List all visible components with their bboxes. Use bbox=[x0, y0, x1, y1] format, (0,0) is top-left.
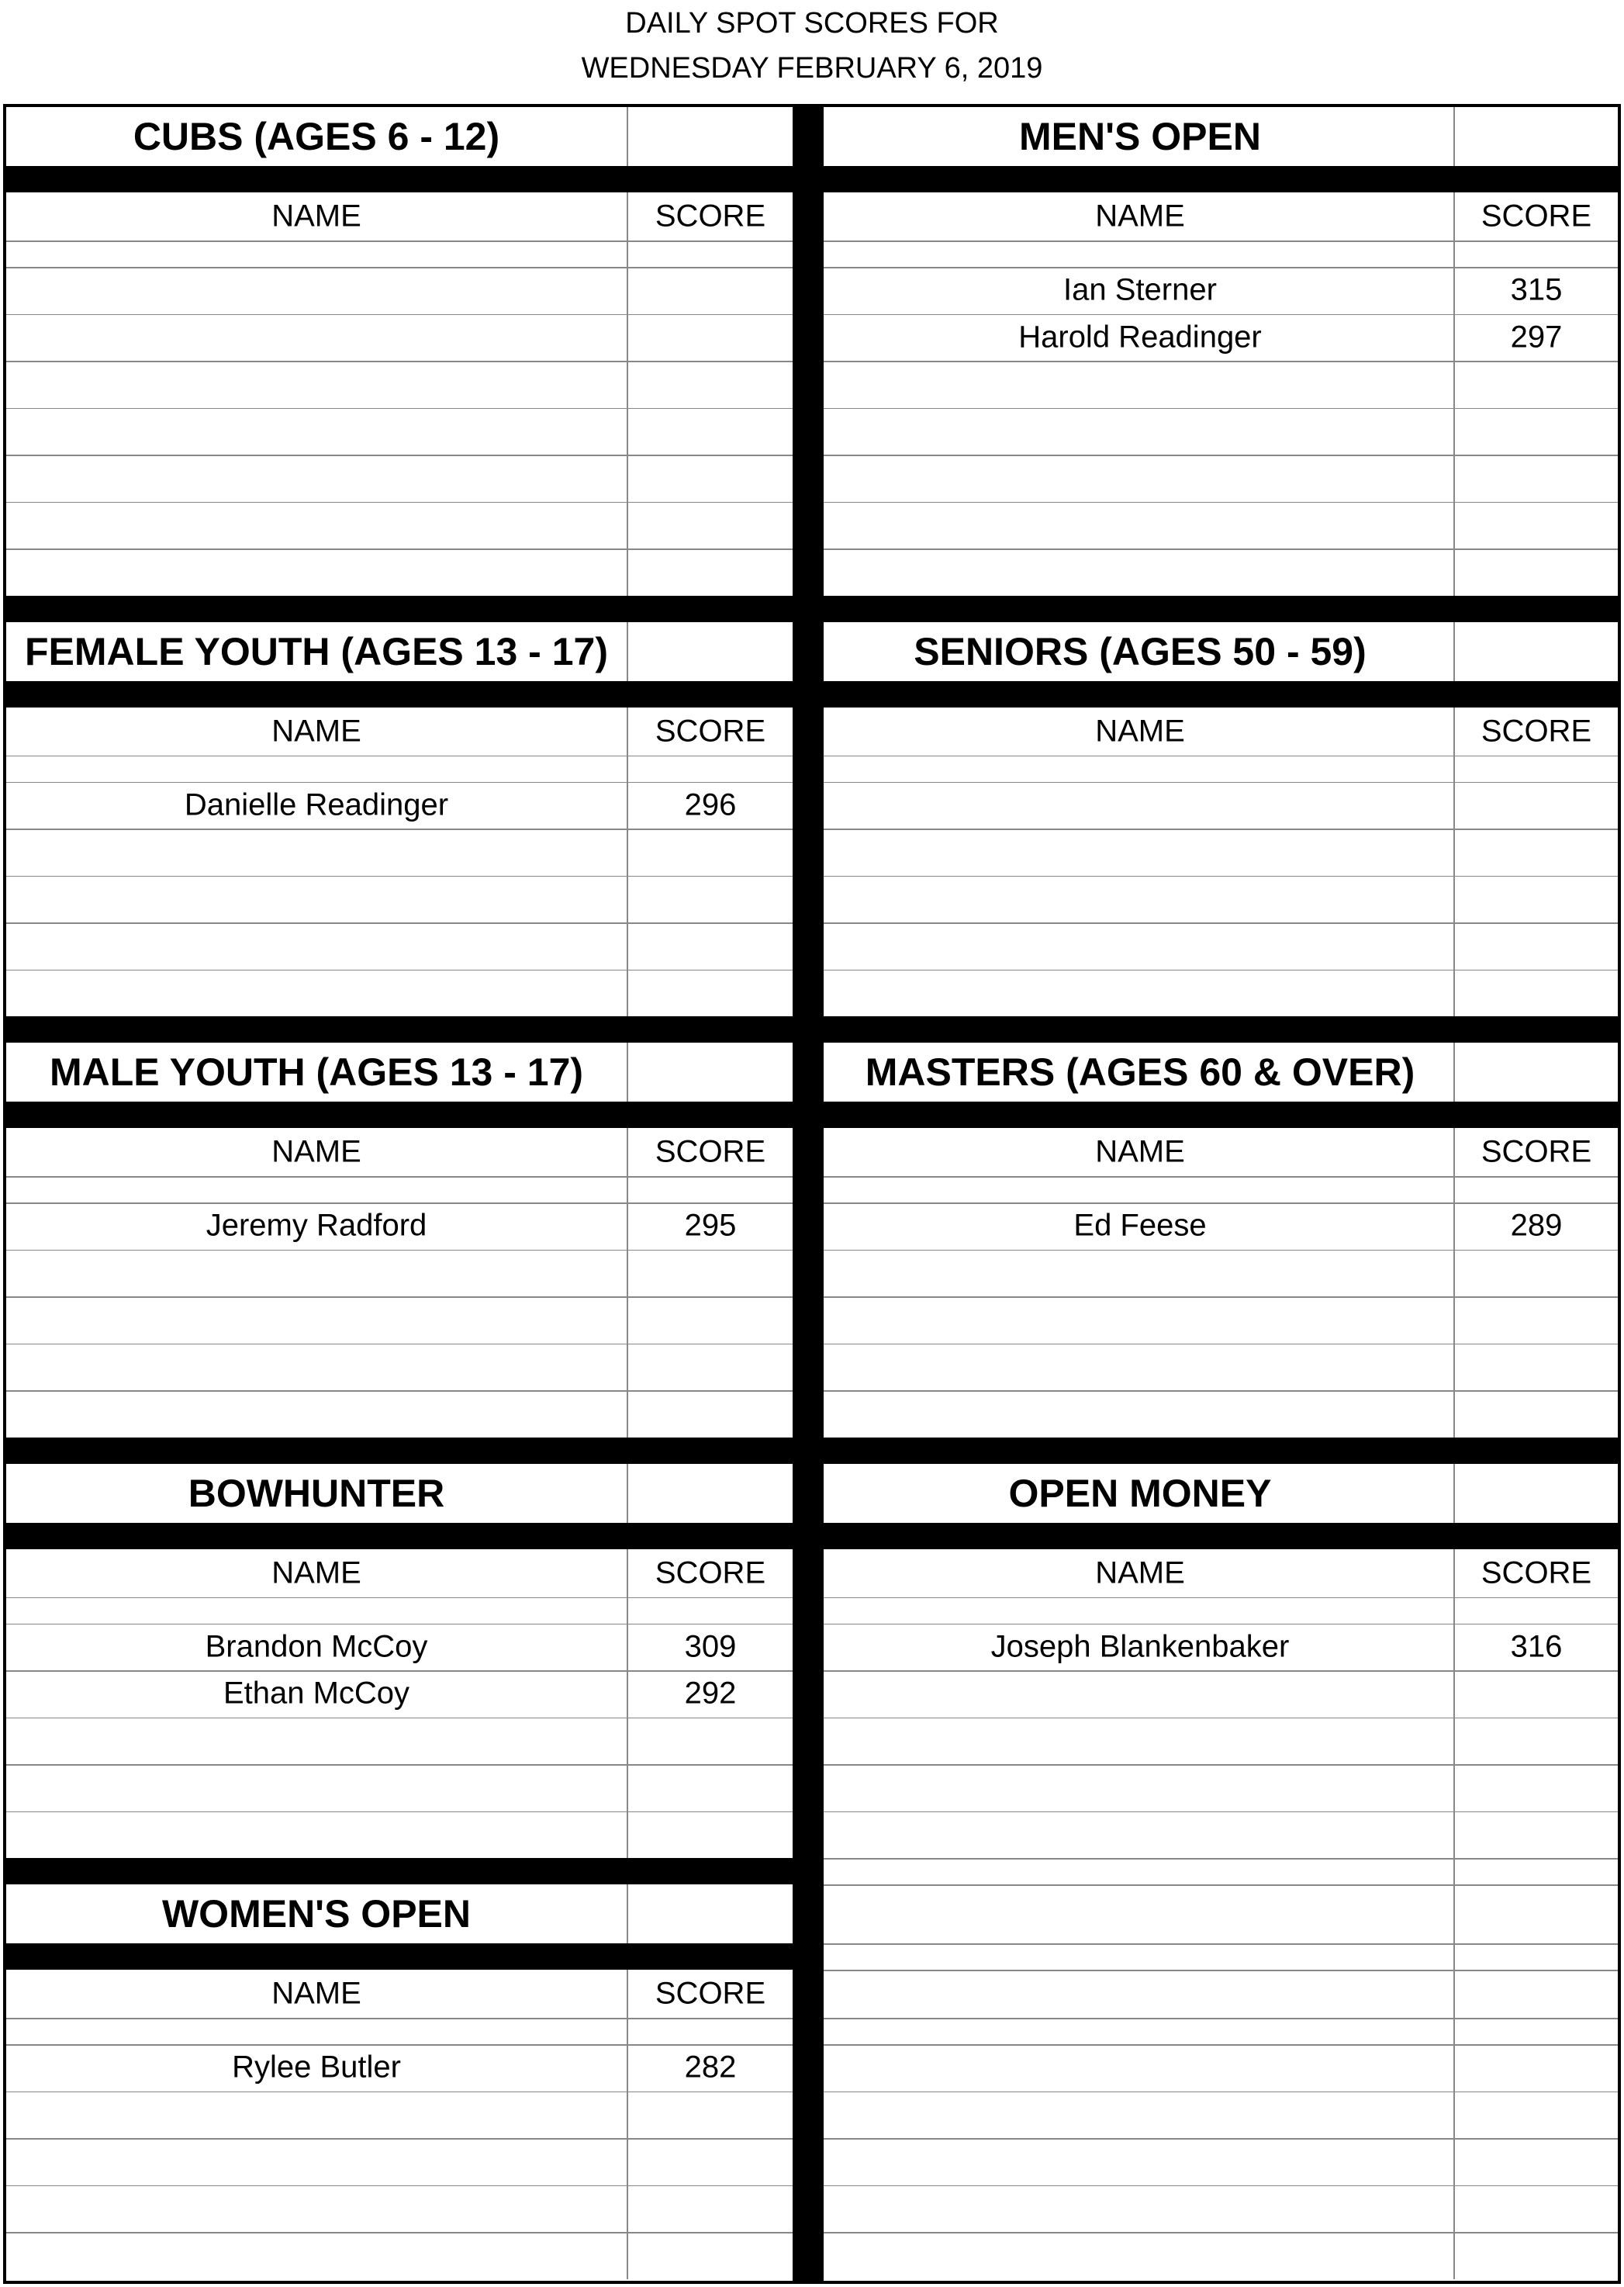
column-divider bbox=[1453, 455, 1455, 502]
column-divider bbox=[627, 708, 628, 756]
grid-line bbox=[824, 1176, 1618, 1178]
column-divider bbox=[1453, 267, 1455, 314]
grid-line bbox=[824, 970, 1618, 971]
grid-line bbox=[824, 2092, 1618, 2093]
column-divider bbox=[1453, 1943, 1455, 1970]
column-divider bbox=[627, 1670, 628, 1718]
column-divider bbox=[1453, 1970, 1455, 2018]
column-divider bbox=[1453, 1597, 1455, 1624]
column-divider bbox=[1453, 1344, 1455, 1391]
column-divider bbox=[627, 455, 628, 502]
grid-line bbox=[824, 408, 1618, 410]
section-separator-bar bbox=[824, 1016, 1618, 1043]
column-divider bbox=[1453, 1296, 1455, 1344]
column-divider bbox=[1453, 2138, 1455, 2185]
name-column-header: NAME bbox=[1095, 714, 1185, 748]
column-divider bbox=[1453, 1718, 1455, 1765]
column-divider bbox=[1453, 1464, 1455, 1523]
entry-name: Joseph Blankenbaker bbox=[990, 1629, 1290, 1664]
grid-line bbox=[6, 1624, 793, 1625]
grid-line bbox=[824, 2044, 1618, 2046]
column-divider bbox=[627, 1970, 628, 2018]
entry-name: Rylee Butler bbox=[232, 2050, 401, 2085]
grid-line bbox=[6, 548, 793, 550]
category-heading: WOMEN'S OPEN bbox=[161, 1892, 472, 1936]
column-divider bbox=[627, 876, 628, 923]
column-divider bbox=[627, 267, 628, 314]
column-divider bbox=[1453, 876, 1455, 923]
grid-line bbox=[6, 970, 793, 971]
entry-score: 296 bbox=[684, 787, 737, 822]
section-separator-bar bbox=[824, 596, 1618, 622]
category-heading: MASTERS (AGES 60 & OVER) bbox=[865, 1050, 1415, 1094]
entry-name: Harold Readinger bbox=[1018, 320, 1262, 355]
column-divider bbox=[627, 1549, 628, 1597]
score-column-header: SCORE bbox=[1481, 199, 1592, 234]
section-separator-bar bbox=[6, 596, 793, 622]
grid-line bbox=[824, 240, 1618, 242]
section-separator-bar bbox=[6, 1438, 793, 1464]
grid-line bbox=[824, 455, 1618, 456]
name-column-header: NAME bbox=[1095, 199, 1185, 234]
section-separator-bar bbox=[824, 1438, 1618, 1464]
column-divider bbox=[1453, 1202, 1455, 1250]
grid-line bbox=[6, 1176, 793, 1178]
column-divider bbox=[627, 1043, 628, 1102]
grid-line bbox=[6, 1764, 793, 1766]
category-heading: SENIORS (AGES 50 - 59) bbox=[914, 629, 1367, 673]
grid-line bbox=[6, 2138, 793, 2140]
column-divider bbox=[627, 1128, 628, 1176]
column-divider bbox=[627, 2232, 628, 2279]
grid-line bbox=[824, 1670, 1618, 1672]
grid-line bbox=[824, 829, 1618, 830]
grid-line bbox=[6, 1390, 793, 1392]
section-separator-bar bbox=[824, 1523, 1618, 1549]
grid-line bbox=[824, 2138, 1618, 2140]
grid-line bbox=[824, 1884, 1618, 1886]
column-divider bbox=[1453, 1128, 1455, 1176]
column-divider bbox=[1453, 314, 1455, 362]
column-divider bbox=[1453, 1670, 1455, 1718]
column-divider bbox=[1453, 622, 1455, 681]
section-separator-bar bbox=[6, 1943, 793, 1970]
column-divider bbox=[627, 2138, 628, 2185]
grid-line bbox=[6, 829, 793, 830]
grid-line bbox=[6, 1718, 793, 1719]
grid-line bbox=[6, 1296, 793, 1298]
grid-line bbox=[824, 1250, 1618, 1251]
grid-line bbox=[6, 1344, 793, 1345]
category-heading: BOWHUNTER bbox=[188, 1471, 445, 1515]
column-divider bbox=[1453, 922, 1455, 970]
column-divider bbox=[627, 1597, 628, 1624]
entry-score: 309 bbox=[684, 1629, 737, 1664]
column-divider bbox=[627, 502, 628, 549]
entry-score: 315 bbox=[1510, 272, 1563, 307]
column-divider bbox=[627, 829, 628, 876]
column-divider bbox=[1453, 1811, 1455, 1859]
grid-line bbox=[824, 782, 1618, 784]
grid-line bbox=[824, 1858, 1618, 1860]
column-divider bbox=[627, 2044, 628, 2092]
column-divider bbox=[1453, 408, 1455, 455]
grid-line bbox=[6, 1811, 793, 1813]
column-divider bbox=[627, 240, 628, 267]
category-heading: FEMALE YOUTH (AGES 13 - 17) bbox=[25, 629, 608, 673]
score-column-header: SCORE bbox=[655, 714, 766, 748]
column-divider bbox=[1453, 361, 1455, 408]
grid-line bbox=[6, 1670, 793, 1672]
column-divider bbox=[627, 1176, 628, 1202]
column-divider bbox=[1453, 192, 1455, 240]
column-divider bbox=[1453, 1624, 1455, 1671]
grid-line bbox=[6, 2044, 793, 2046]
grid-line bbox=[824, 267, 1618, 268]
grid-line bbox=[6, 756, 793, 757]
grid-line bbox=[824, 2018, 1618, 2019]
column-divider bbox=[1453, 502, 1455, 549]
column-divider bbox=[1453, 1043, 1455, 1102]
column-divider bbox=[1453, 970, 1455, 1017]
center-divider-bar bbox=[793, 107, 824, 2281]
section-separator-bar bbox=[824, 681, 1618, 708]
grid-line bbox=[6, 2185, 793, 2187]
section-separator-bar bbox=[6, 1523, 793, 1549]
grid-line bbox=[824, 1624, 1618, 1625]
grid-line bbox=[824, 2185, 1618, 2187]
score-column-header: SCORE bbox=[1481, 1134, 1592, 1169]
section-separator-bar bbox=[824, 1102, 1618, 1128]
grid-line bbox=[824, 314, 1618, 316]
grid-line bbox=[6, 782, 793, 784]
page-title-line-2: WEDNESDAY FEBRUARY 6, 2019 bbox=[581, 52, 1043, 85]
column-divider bbox=[627, 970, 628, 1017]
entry-name: Danielle Readinger bbox=[184, 787, 449, 822]
entry-score: 292 bbox=[684, 1676, 737, 1711]
column-divider bbox=[627, 408, 628, 455]
column-divider bbox=[627, 1390, 628, 1438]
category-heading: MALE YOUTH (AGES 13 - 17) bbox=[49, 1050, 584, 1094]
score-column-header: SCORE bbox=[655, 1976, 766, 2011]
section-separator-bar bbox=[6, 166, 793, 192]
name-column-header: NAME bbox=[271, 714, 361, 748]
section-separator-bar bbox=[824, 166, 1618, 192]
column-divider bbox=[1453, 2018, 1455, 2044]
entry-name: Ian Sterner bbox=[1063, 272, 1217, 307]
grid-line bbox=[824, 1718, 1618, 1719]
column-divider bbox=[1453, 107, 1455, 166]
column-divider bbox=[1453, 708, 1455, 756]
grid-line bbox=[6, 2232, 793, 2233]
entry-score: 282 bbox=[684, 2050, 737, 2085]
name-column-header: NAME bbox=[271, 199, 361, 234]
column-divider bbox=[627, 107, 628, 166]
column-divider bbox=[1453, 782, 1455, 829]
grid-line bbox=[824, 1943, 1618, 1945]
grid-line bbox=[6, 922, 793, 924]
grid-line bbox=[824, 876, 1618, 877]
grid-line bbox=[824, 548, 1618, 550]
score-column-header: SCORE bbox=[1481, 714, 1592, 748]
grid-line bbox=[6, 2092, 793, 2093]
category-heading: OPEN MONEY bbox=[1008, 1471, 1272, 1515]
category-heading: MEN'S OPEN bbox=[1019, 115, 1261, 158]
column-divider bbox=[627, 2185, 628, 2233]
entry-score: 289 bbox=[1510, 1208, 1563, 1243]
grid-line bbox=[6, 1597, 793, 1599]
column-divider bbox=[627, 361, 628, 408]
column-divider bbox=[1453, 1884, 1455, 1943]
grid-line bbox=[824, 1296, 1618, 1298]
grid-line bbox=[6, 455, 793, 456]
name-column-header: NAME bbox=[271, 1976, 361, 2011]
column-divider bbox=[1453, 1764, 1455, 1811]
grid-line bbox=[824, 1597, 1618, 1599]
grid-line bbox=[6, 1250, 793, 1251]
entry-score: 295 bbox=[684, 1208, 737, 1243]
category-heading: CUBS (AGES 6 - 12) bbox=[133, 115, 500, 158]
column-divider bbox=[627, 2092, 628, 2139]
column-divider bbox=[627, 1884, 628, 1943]
section-separator-bar bbox=[6, 681, 793, 708]
score-column-header: SCORE bbox=[1481, 1555, 1592, 1590]
page-title-line-1: DAILY SPOT SCORES FOR bbox=[625, 7, 999, 40]
grid-line bbox=[824, 1970, 1618, 1971]
column-divider bbox=[627, 548, 628, 596]
grid-line bbox=[824, 1764, 1618, 1766]
column-divider bbox=[1453, 240, 1455, 267]
column-divider bbox=[627, 622, 628, 681]
grid-line bbox=[6, 240, 793, 242]
grid-line bbox=[6, 408, 793, 410]
column-divider bbox=[627, 756, 628, 782]
column-divider bbox=[627, 1718, 628, 1765]
section-separator-bar bbox=[6, 1858, 793, 1884]
grid-line bbox=[824, 922, 1618, 924]
column-divider bbox=[627, 1764, 628, 1811]
grid-line bbox=[6, 502, 793, 503]
section-separator-bar bbox=[6, 1016, 793, 1043]
name-column-header: NAME bbox=[271, 1555, 361, 1590]
column-divider bbox=[1453, 2232, 1455, 2279]
column-divider bbox=[1453, 829, 1455, 876]
section-separator-bar bbox=[6, 1102, 793, 1128]
name-column-header: NAME bbox=[1095, 1134, 1185, 1169]
grid-line bbox=[824, 1811, 1618, 1813]
column-divider bbox=[627, 1344, 628, 1391]
column-divider bbox=[1453, 2185, 1455, 2233]
column-divider bbox=[627, 1250, 628, 1297]
grid-line bbox=[6, 361, 793, 362]
entry-name: Ed Feese bbox=[1073, 1208, 1207, 1243]
grid-line bbox=[824, 502, 1618, 503]
column-divider bbox=[627, 782, 628, 829]
grid-line bbox=[824, 2232, 1618, 2233]
column-divider bbox=[1453, 1549, 1455, 1597]
entry-name: Ethan McCoy bbox=[223, 1676, 410, 1711]
score-column-header: SCORE bbox=[655, 1134, 766, 1169]
column-divider bbox=[627, 1811, 628, 1859]
column-divider bbox=[627, 922, 628, 970]
grid-line bbox=[824, 1344, 1618, 1345]
column-divider bbox=[1453, 1176, 1455, 1202]
grid-line bbox=[6, 267, 793, 268]
grid-line bbox=[6, 2018, 793, 2019]
entry-name: Jeremy Radford bbox=[206, 1208, 427, 1243]
grid-line bbox=[6, 1202, 793, 1204]
grid-line bbox=[6, 314, 793, 316]
column-divider bbox=[1453, 2044, 1455, 2092]
column-divider bbox=[1453, 756, 1455, 782]
column-divider bbox=[627, 1202, 628, 1250]
column-divider bbox=[627, 2018, 628, 2044]
column-divider bbox=[627, 314, 628, 362]
grid-line bbox=[6, 876, 793, 877]
column-divider bbox=[627, 1296, 628, 1344]
score-column-header: SCORE bbox=[655, 1555, 766, 1590]
column-divider bbox=[627, 192, 628, 240]
grid-line bbox=[824, 361, 1618, 362]
column-divider bbox=[1453, 1250, 1455, 1297]
column-divider bbox=[1453, 1390, 1455, 1438]
column-divider bbox=[1453, 2092, 1455, 2139]
entry-score: 316 bbox=[1510, 1629, 1563, 1664]
name-column-header: NAME bbox=[1095, 1555, 1185, 1590]
entry-name: Brandon McCoy bbox=[205, 1629, 428, 1664]
column-divider bbox=[1453, 1858, 1455, 1884]
name-column-header: NAME bbox=[271, 1134, 361, 1169]
grid-line bbox=[824, 756, 1618, 757]
column-divider bbox=[627, 1464, 628, 1523]
column-divider bbox=[627, 1624, 628, 1671]
grid-line bbox=[824, 1202, 1618, 1204]
column-divider bbox=[1453, 548, 1455, 596]
grid-line bbox=[824, 1390, 1618, 1392]
score-column-header: SCORE bbox=[655, 199, 766, 234]
entry-score: 297 bbox=[1510, 320, 1563, 355]
